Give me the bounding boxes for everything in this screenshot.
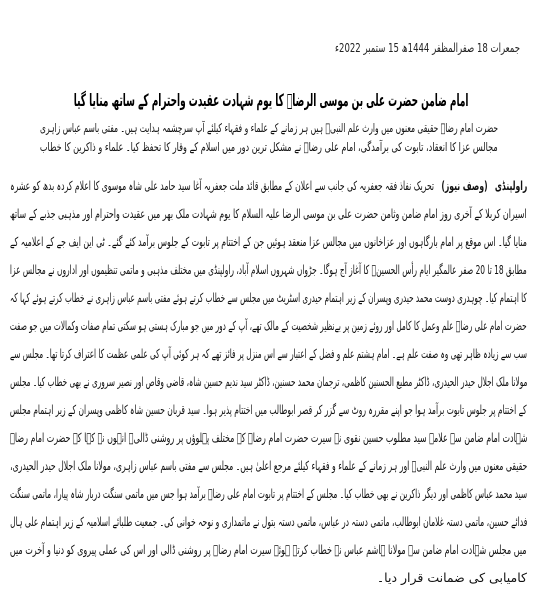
article-body-text: میں مجلس شہادت امام ضامن سے مولانا ہاشم عباس نے خطاب کرتے ہوئے سیرت امام رضاؑ پر روشنی ڈالی اور اس کی عملی پیروی کو دنیا و آخرت میں (10, 542, 527, 557)
article-body-text: شہادت امام ضامن سے علامہ سید مطلوب حسین نقوی نے سیرت حضرت امام رضاؑ کے مختلف پہلوؤں پر روشنی ڈالی۔ انہوں نے کہا کہ حضرت امام رضاؑ (9, 430, 527, 445)
article-body-line (10, 228, 527, 256)
article-body-line (10, 340, 527, 368)
article-body-text: حقیقی معنوں میں وارث علم النبیؐ اور ہر زمانے کے علماء و فقہاء کیلئے مرجع اعلیٰ ہیں۔ مجلس سے مفتی باسم عباس زاہری، مولانا ملک اجلال حیدر الحیدری، (9, 458, 527, 473)
article-subtitle-text: مجالس عزا کا انعقاد، تابوت کی برآمدگی، امام علی رضاؑ نے مشکل ترین دور میں اسلام کے وقار کا تحفظ کیا۔ علماء و ذاکرین کا خطاب (40, 140, 498, 154)
date-line-text: جمعرات 18 صفرالمظفر 1444ھ 15 ستمبر 2022ء (335, 40, 520, 55)
article-body-line (10, 200, 527, 228)
article-body-text: منایا گیا۔ اس موقع پر امام بارگاہوں اور عزاخانوں میں مجالس عزا منعقد ہوئیں جن کے اختتام پر تابوت کے جلوس برآمد کئے گئے۔ ٹی این ایف جے کے اعلامیہ کے (10, 234, 527, 249)
article-body-line (10, 536, 527, 564)
article-body-line (10, 256, 527, 284)
article-subtitle-line (40, 119, 498, 138)
article-body-line (10, 396, 527, 424)
article-body-text: مطابق 18 تا 20 صفر عالمگیر ایام رأس الحسینؑ کا آغاز آج ہوگا۔ جڑواں شہروں اسلام آباد، راولپنڈی میں مختلف مذہبی و ماتمی تنظیموں اور اداروں نے مجالس عزا (10, 262, 527, 277)
article-body-line (10, 368, 527, 396)
dateline-city: راولپنڈی (494, 178, 527, 193)
article-body-line (10, 452, 527, 480)
article-body-text: حضرت امام علی رضاؑ علم وعمل کا کامل اور روئے زمین پر بےنظیر شخصیت کے مالک تھے، آپ کے دور میں جو مبارک ہستی ہو سکتی تمام صفات وکمالات میں جو صفت (10, 318, 527, 333)
article-body-text: مولانا ملک اجلال حیدر الحیدری، ڈاکٹر مطیع الحسنین کاظمی، ترجمان محمد حسنین، ڈاکٹر سید ندیم حسین شاہ، قاضی وقاص اور نصیر سروری نے بھی خطاب کیا۔ مجلس (9, 374, 527, 389)
article-body-text: کے اختتام پر جلوس تابوت برآمد ہوا جو اپنے مقررہ روٹ سے گزر کر قصر ابوطالب میں اختتام پذیر ہوا۔ سید قربان حسین شاہ کاظمی وپسران کے زیر اہتمام مجلس (10, 402, 527, 417)
dateline-agency: (وصف نیوز) (441, 178, 488, 193)
article-body-text: کامیابی کی ضمانت قرار دیا۔ (376, 570, 527, 585)
date-line (335, 38, 520, 58)
article-title (73, 88, 468, 114)
article-body-line (10, 312, 527, 340)
article-body-line (10, 284, 527, 312)
article-body-first-line (10, 172, 527, 200)
article-body-text: سب سے زیادہ ظاہر تھی وہ صفت علم ہے۔ امام ہشتم علم و فضل کے اعتبار سے اس منزل پر فائز تھے کہ ہر کوئی آپ کی علمی عظمت کا اعتراف کرتا تھا۔ مجلس سے (10, 346, 527, 361)
article-body-line (10, 480, 527, 508)
article-body-text: کا اہتمام کیا۔ چوہدری دوست محمد حیدری وپسران کے زیر اہتمام حیدری اسٹریٹ میں مجلس سے خطاب کرتے ہوئے مفتی باسم عباس زاہری نے خطاب کرتے ہوئے کہا کہ (10, 290, 527, 305)
article-body-line (10, 508, 527, 536)
article-subtitle-text: حضرت امام رضاؑ حقیقی معنوں میں وارث علم النبیؐ ہیں ہر زمانے کے علماء و فقہاء کیلئے آپ سرچشمہ ہدایت ہیں۔ مفتی باسم عباس زاہری (39, 121, 498, 135)
article-body-line (10, 424, 527, 452)
article-body-text: تحریک نفاذ فقہ جعفریہ کی جانب سے اعلان کے مطابق قائد ملت جعفریہ آغا سید حامد علی شاہ موسوی کا اعلام کردہ بدھ کو عشرہ (9, 178, 434, 193)
article-body-text: فدائے حسین، ماتمی دستہ غلامان ابوطالب، ماتمی دستہ در عباس، ماتمی دستہ بتول نے ماتمداری و نوحہ خوانی کی۔ جمعیت طلبائے اسلامیہ کے زیر اہتمام علی ہال (9, 514, 527, 529)
article-body-line (10, 172, 527, 200)
article-title-text: امام ضامن حضرت علی بن موسی الرضاؑ کا یوم شہادت عقیدت واحترام کے ساتھ منایا گیا (73, 91, 468, 111)
article-subtitle-line (40, 138, 498, 157)
article-body-text: اسیران کربلا کے آخری روز امام ضامن وثامن حضرت علی بن موسی الرضا علیہ السلام کا یوم شہادت ملک بھر میں عقیدت واحترام اور مذہبی جذبے کے ساتھ (10, 206, 527, 221)
article-body-text: سید محمد عباس کاظمی اور دیگر ذاکرین نے بھی خطاب کیا۔ مجلس کے اختتام پر تابوت امام علی رضاؑ برآمد ہوا جس میں ماتمی سنگت دربار شاہ پیارا، ماتمی سنگت (9, 486, 527, 501)
article-body-last-line (10, 564, 527, 592)
